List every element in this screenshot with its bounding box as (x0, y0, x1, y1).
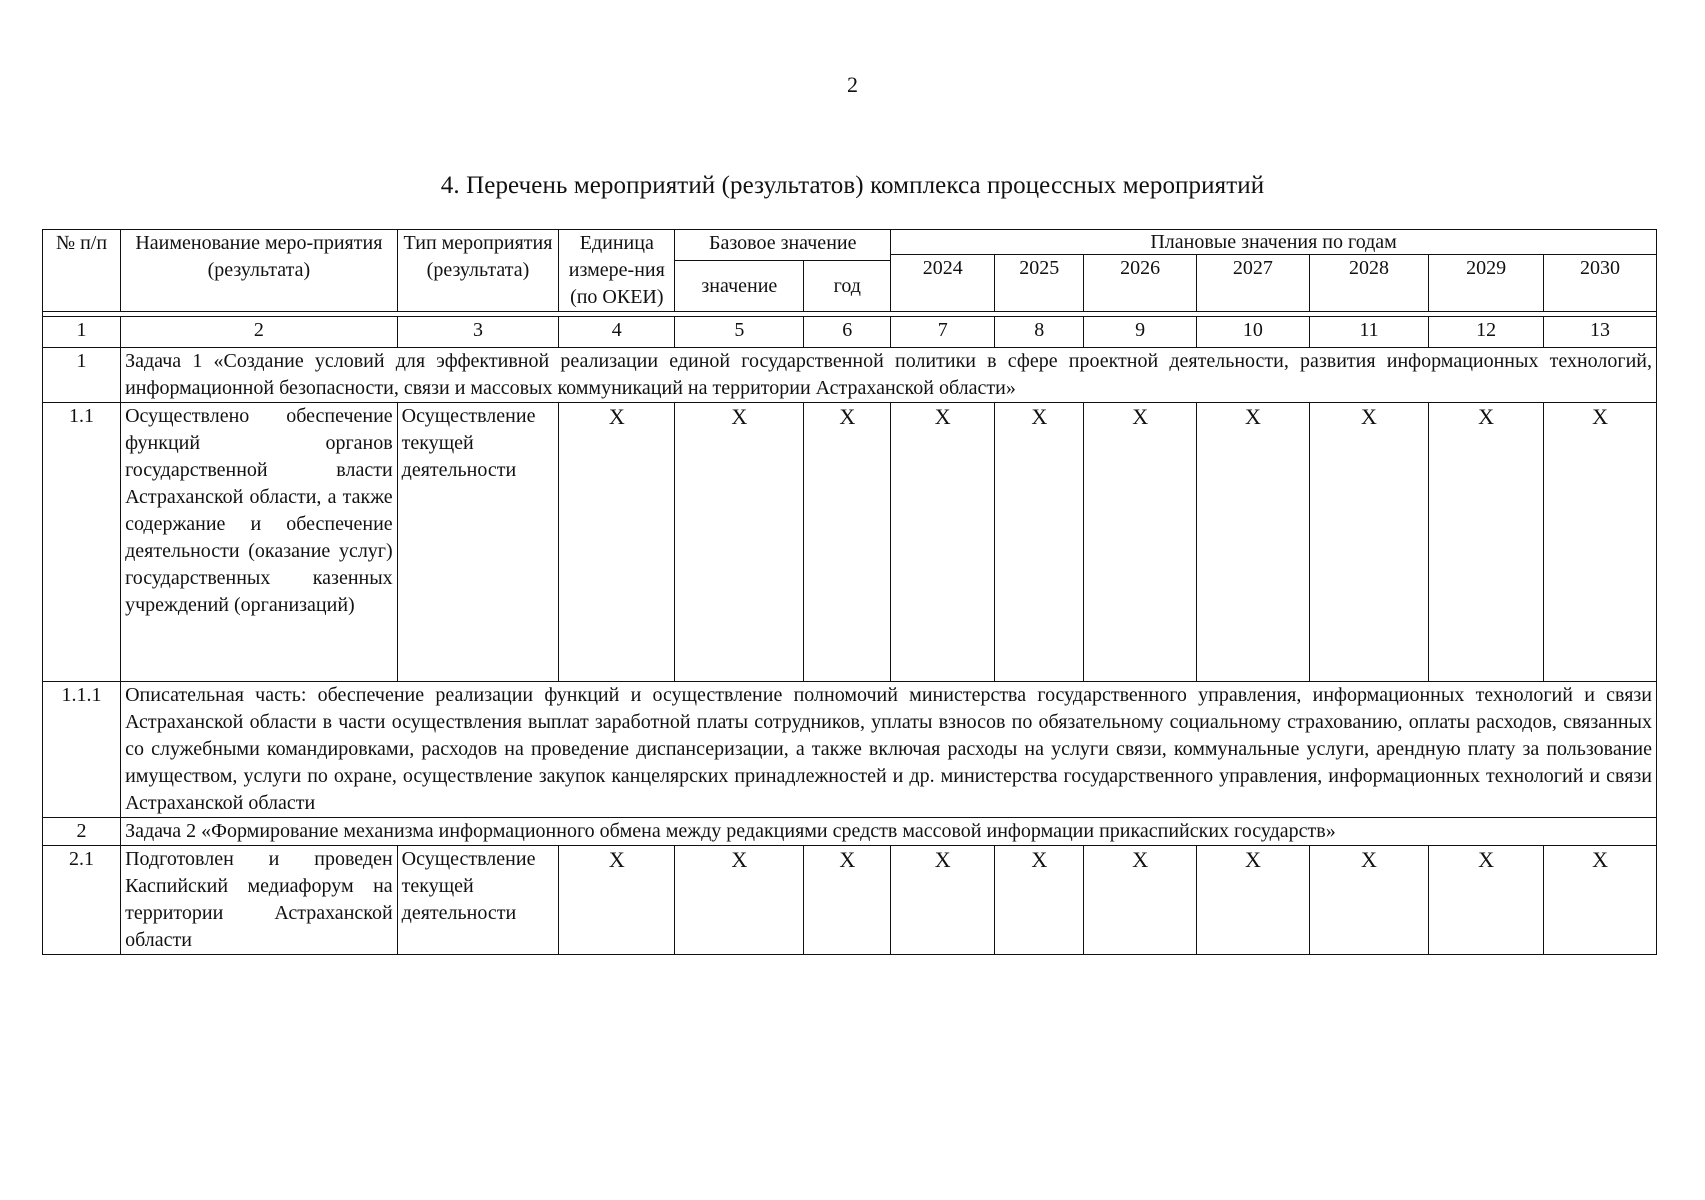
header-base-value: значение (675, 261, 804, 312)
measure-1-1-2025: X (995, 403, 1084, 682)
measure-2-1-2026: X (1084, 846, 1197, 955)
measure-1-1-2030: X (1544, 403, 1657, 682)
measure-2-1-name: Подготовлен и проведен Каспийский медиафорум на территории Астраханской области (121, 846, 398, 955)
measure-1-1-2028: X (1309, 403, 1428, 682)
measure-2-1-unit: X (559, 846, 675, 955)
column-numbers-row (43, 317, 1657, 348)
description-1-1-1-num: 1.1.1 (43, 682, 121, 818)
header-year-2026: 2026 (1084, 255, 1197, 312)
measures-table-container (42, 229, 1657, 955)
column-number-11: 11 (1309, 317, 1428, 348)
task-1-text: Задача 1 «Создание условий для эффективной реализации единой государственной политики в сфере проектной деятельности, развития информационных технологий, информационной безопасности, связи и массовых коммуникаций на территории Астраханской области» (121, 348, 1657, 403)
header-base: Базовое значение (675, 230, 891, 261)
measure-row-1-1 (43, 403, 1657, 682)
task-2-row (43, 818, 1657, 846)
column-number-3: 3 (397, 317, 559, 348)
column-number-13: 13 (1544, 317, 1657, 348)
measure-2-1-2027: X (1197, 846, 1310, 955)
column-number-12: 12 (1429, 317, 1544, 348)
measure-1-1-2027: X (1197, 403, 1310, 682)
measure-1-1-name: Осуществлено обеспечение функций органов государственной власти Астраханской области, а также содержание и обеспечение деятельности (оказание услуг) государственных казенных учреждений (организаций) (121, 403, 398, 682)
header-row (43, 230, 1657, 255)
column-number-2: 2 (121, 317, 398, 348)
header-year-2025: 2025 (995, 255, 1084, 312)
header-year-2028: 2028 (1309, 255, 1428, 312)
column-number-5: 5 (675, 317, 804, 348)
task-2-text: Задача 2 «Формирование механизма информационного обмена между редакциями средств массовой информации прикаспийских государств» (121, 818, 1657, 846)
header-name: Наименование меро-приятия (результата) (121, 230, 398, 312)
header-base-year: год (804, 261, 891, 312)
header-year-2029: 2029 (1429, 255, 1544, 312)
task-1-row (43, 348, 1657, 403)
header-unit: Единица измере-ния (по ОКЕИ) (559, 230, 675, 312)
column-number-6: 6 (804, 317, 891, 348)
measure-1-1-base-year: X (804, 403, 891, 682)
measure-1-1-2029: X (1429, 403, 1544, 682)
measure-1-1-base-value: X (675, 403, 804, 682)
measure-2-1-2029: X (1429, 846, 1544, 955)
task-1-num: 1 (43, 348, 121, 403)
measure-2-1-2030: X (1544, 846, 1657, 955)
header-year-2027: 2027 (1197, 255, 1310, 312)
header-year-2030: 2030 (1544, 255, 1657, 312)
measure-2-1-type: Осуществление текущей деятельности (397, 846, 559, 955)
column-number-4: 4 (559, 317, 675, 348)
header-num: № п/п (43, 230, 121, 312)
column-number-10: 10 (1197, 317, 1310, 348)
column-number-1: 1 (43, 317, 121, 348)
measure-1-1-type: Осуществление текущей деятельности (397, 403, 559, 682)
document-title: 4. Перечень мероприятий (результатов) комплекса процессных мероприятий (440, 172, 1265, 199)
measure-1-1-2024: X (891, 403, 995, 682)
measure-2-1-2028: X (1309, 846, 1428, 955)
measure-1-1-unit: X (559, 403, 675, 682)
column-number-9: 9 (1084, 317, 1197, 348)
measure-row-2-1 (43, 846, 1657, 955)
measures-table (42, 229, 1657, 955)
measure-1-1-num: 1.1 (43, 403, 121, 682)
header-type: Тип мероприятия (результата) (397, 230, 559, 312)
page-number: 2 (847, 72, 858, 97)
column-number-8: 8 (995, 317, 1084, 348)
description-row-1-1-1 (43, 682, 1657, 818)
measure-2-1-2025: X (995, 846, 1084, 955)
measure-2-1-2024: X (891, 846, 995, 955)
header-planned: Плановые значения по годам (891, 230, 1657, 255)
task-2-num: 2 (43, 818, 121, 846)
header-year-2024: 2024 (891, 255, 995, 312)
measure-2-1-base-value: X (675, 846, 804, 955)
measure-1-1-2026: X (1084, 403, 1197, 682)
measure-2-1-num: 2.1 (43, 846, 121, 955)
column-number-7: 7 (891, 317, 995, 348)
description-1-1-1-text: Описательная часть: обеспечение реализации функций и осуществление полномочий министерства государственного управления, информационных технологий и связи Астраханской области в части осуществления выплат заработной платы сотрудников, уплаты взносов по обязательному социальному страхованию, оплаты расходов, связанных со служебными командировками, расходов на проведение диспансеризации, а также включая расходы на услуги связи, коммунальные услуги, арендную плату за пользование имуществом, услуги по охране, осуществление закупок канцелярских принадлежностей и др. министерства государственного управления, информационных технологий и связи Астраханской области (121, 682, 1657, 818)
measure-2-1-base-year: X (804, 846, 891, 955)
